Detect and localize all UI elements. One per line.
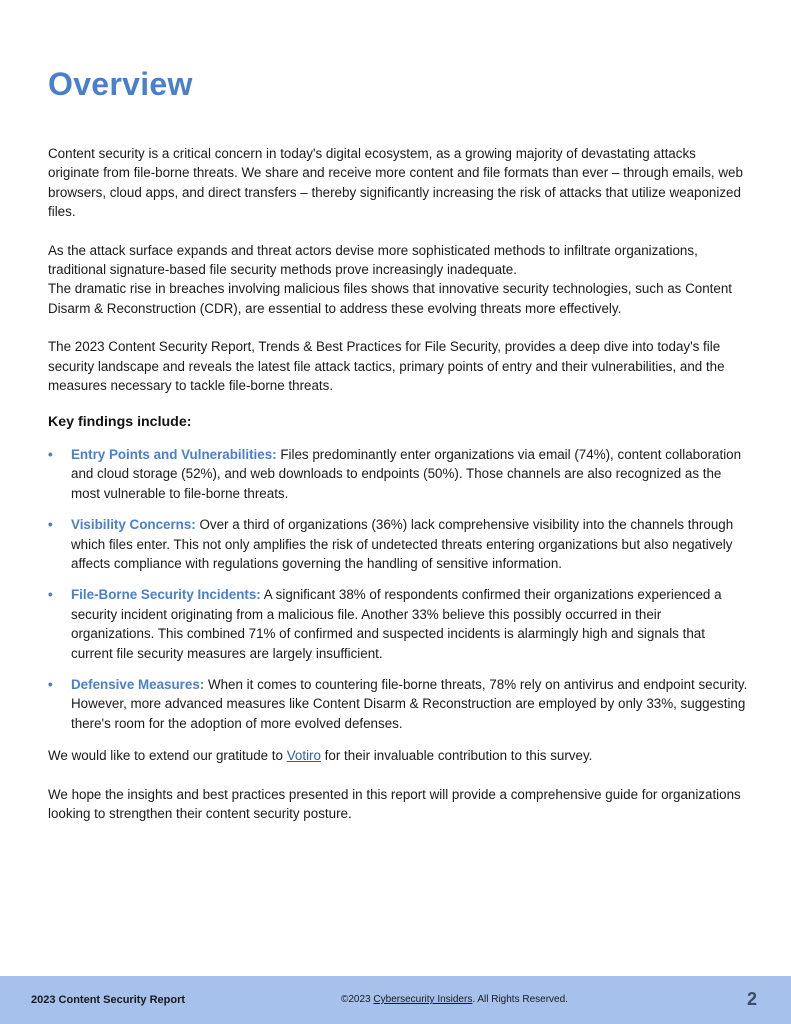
page-title: Overview — [48, 66, 193, 102]
key-findings-heading: Key findings include: — [48, 414, 192, 431]
finding-text: Files predominantly enter organizations via email (74%), content collaboration and cloud storage (52%), and web downloads to endpoints (50%). Those channels are also recognized as the most vulnerable to file-borne threats. — [71, 446, 742, 501]
footer-report-name: 2023 Content Security Report — [31, 994, 186, 1006]
closing-paragraph: We hope the insights and best practices presented in this report will provide a comprehensive guide for organizations looking to strengthen their content security posture. — [48, 786, 741, 821]
key-findings-list — [48, 445, 748, 733]
finding-label: File-Borne Security Incidents: — [71, 587, 261, 603]
copyright-prefix: ©2023 — [341, 994, 374, 1005]
bullet-icon: • — [48, 517, 53, 533]
finding-text: Over a third of organizations (36%) lack comprehensive visibility into the channels through which files enter. This not only amplifies the risk of undetected threats entering organizations but also negatively affects compliance with regulations governing the handling of sensitive information. — [71, 517, 734, 571]
list-item — [48, 515, 748, 573]
bullet-icon: • — [48, 587, 53, 603]
cdr-paragraph: The dramatic rise in breaches involving malicious files shows that innovative security technologies, such as Content Disarm & Reconstruction (CDR), are essential to address these evolving threats more effectively. — [48, 281, 733, 316]
cybersecurity-insiders-link[interactable]: Cybersecurity Insiders — [373, 994, 473, 1005]
finding-text: When it comes to countering file-borne threats, 78% rely on antivirus and endpoint security. However, more advanced measures like Content Disarm & Reconstruction are employed by only 33%, suggesting there's room for the adoption of more evolved defenses. — [71, 676, 748, 731]
finding-label: Defensive Measures: — [71, 676, 205, 692]
main-content — [48, 144, 748, 842]
list-item — [48, 445, 748, 503]
bullet-icon: • — [48, 676, 53, 692]
votiro-link[interactable]: Votiro — [286, 748, 321, 764]
gratitude-paragraph — [48, 746, 748, 765]
intro-paragraph: Content security is a critical concern in today's digital ecosystem, as a growing majority of devastating attacks originate from file-borne threats. We share and receive more content and file formats than ever – through emails, web browsers, cloud apps, and direct transfers – thereby significantly increasing the risk of attacks that utilize weaponized files. — [48, 146, 743, 220]
gratitude-text-after: for their invaluable contribution to this survey. — [320, 748, 593, 764]
finding-text: A significant 38% of respondents confirmed their organizations experienced a security incident originating from a malicious file. Another 33% believe this possibly occurred in their organizations. This combined 71% of confirmed and suspected incidents is alarmingly high and signals that current file security measures are largely insufficient. — [71, 587, 722, 661]
page-number: 2 — [746, 989, 757, 1009]
list-item — [48, 675, 748, 733]
copyright-suffix: . All Rights Reserved. — [472, 994, 568, 1005]
report-summary-paragraph: The 2023 Content Security Report, Trends & Best Practices for File Security, provides a deep dive into today's file security landscape and reveals the latest file attack tactics, primary points of entry and their vulnerabilities, and the measures necessary to tackle file-borne threats. — [48, 339, 725, 394]
list-item — [48, 585, 748, 663]
attack-surface-paragraph: As the attack surface expands and threat actors devise more sophisticated methods to infiltrate organizations, traditional signature-based file security methods prove increasingly inadequate. — [48, 242, 698, 278]
page-footer — [0, 976, 791, 1024]
bullet-icon: • — [48, 446, 53, 462]
finding-label: Entry Points and Vulnerabilities: — [71, 446, 277, 462]
gratitude-text-before: We would like to extend our gratitude to — [48, 748, 287, 764]
finding-label: Visibility Concerns: — [71, 517, 196, 533]
footer-copyright — [341, 994, 568, 1005]
